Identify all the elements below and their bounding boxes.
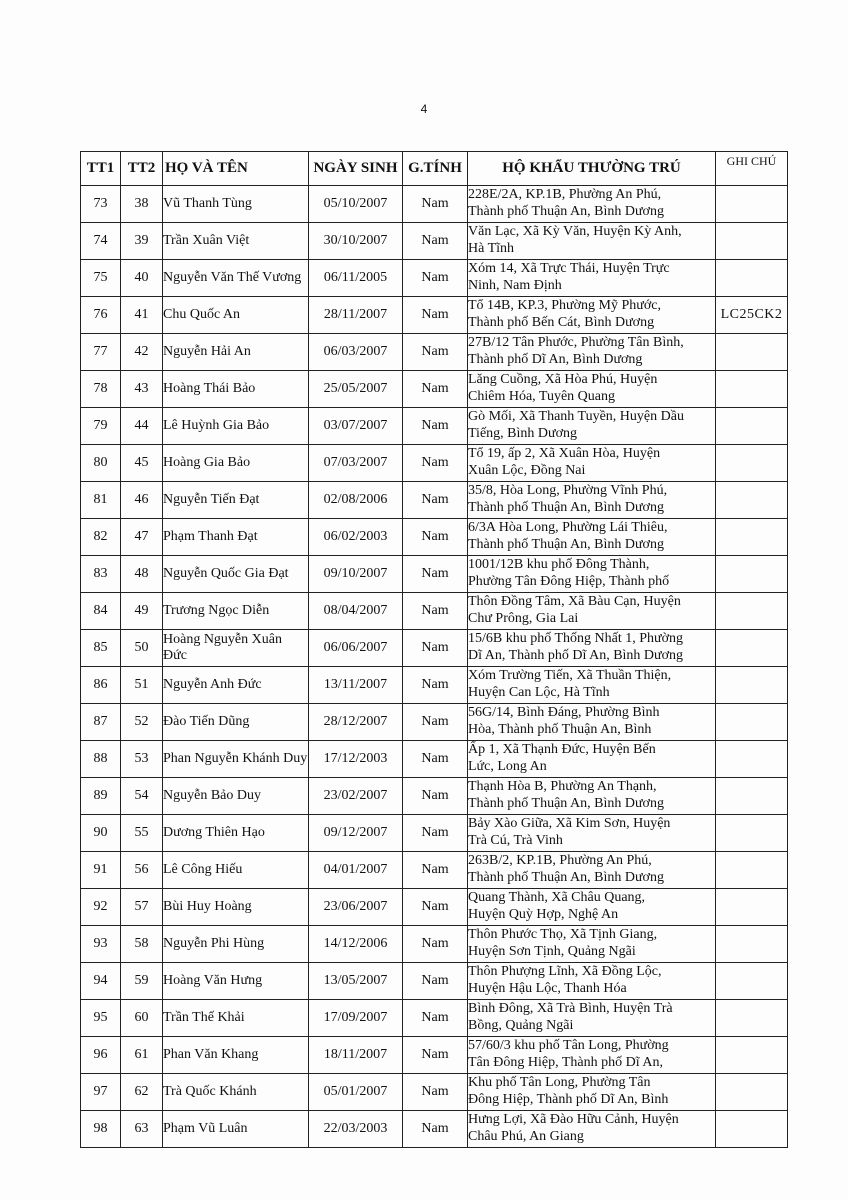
cell-note bbox=[716, 667, 788, 704]
cell-address bbox=[468, 926, 716, 963]
cell-name: Chu Quốc An bbox=[163, 297, 309, 334]
cell-note bbox=[716, 482, 788, 519]
address-line: Văn Lạc, Xã Kỳ Văn, Huyện Kỳ Anh, bbox=[468, 224, 682, 239]
cell-tt2: 47 bbox=[121, 519, 163, 556]
table-row bbox=[81, 1111, 788, 1148]
address-line: Huyện Sơn Tịnh, Quảng Ngãi bbox=[468, 944, 636, 959]
table-row bbox=[81, 889, 788, 926]
cell-dob: 23/06/2007 bbox=[309, 889, 403, 926]
cell-tt2: 52 bbox=[121, 704, 163, 741]
cell-note bbox=[716, 852, 788, 889]
table-row bbox=[81, 963, 788, 1000]
cell-name: Nguyễn Tiến Đạt bbox=[163, 482, 309, 519]
cell-gender: Nam bbox=[403, 593, 468, 630]
address-line: Lức, Long An bbox=[468, 759, 547, 774]
address-line: Thôn Phước Thọ, Xã Tịnh Giang, bbox=[468, 927, 658, 942]
address-line: Thành phố Thuận An, Bình Dương bbox=[468, 500, 664, 515]
cell-tt1: 90 bbox=[81, 815, 121, 852]
address-line: Bình Đông, Xã Trà Bình, Huyện Trà bbox=[468, 1001, 673, 1016]
cell-gender: Nam bbox=[403, 223, 468, 260]
cell-tt2: 61 bbox=[121, 1037, 163, 1074]
cell-dob: 28/11/2007 bbox=[309, 297, 403, 334]
table-row bbox=[81, 926, 788, 963]
cell-tt1: 94 bbox=[81, 963, 121, 1000]
cell-name: Nguyễn Phi Hùng bbox=[163, 926, 309, 963]
cell-tt1: 83 bbox=[81, 556, 121, 593]
address-line: Tổ 19, ấp 2, Xã Xuân Hòa, Huyện bbox=[468, 446, 661, 461]
cell-address bbox=[468, 630, 716, 667]
table-row bbox=[81, 445, 788, 482]
cell-name: Dương Thiên Hạo bbox=[163, 815, 309, 852]
cell-name: Trần Thế Khải bbox=[163, 1000, 309, 1037]
table-row bbox=[81, 593, 788, 630]
table-row bbox=[81, 519, 788, 556]
cell-name: Lê Công Hiếu bbox=[163, 852, 309, 889]
cell-note bbox=[716, 1111, 788, 1148]
cell-address bbox=[468, 223, 716, 260]
cell-tt1: 81 bbox=[81, 482, 121, 519]
table-row bbox=[81, 334, 788, 371]
address-line: Xóm 14, Xã Trực Thái, Huyện Trực bbox=[468, 261, 670, 276]
header-tt2: TT2 bbox=[121, 152, 163, 186]
address-line: Huyện Can Lộc, Hà Tĩnh bbox=[468, 685, 610, 700]
cell-dob: 14/12/2006 bbox=[309, 926, 403, 963]
address-line: Thạnh Hòa B, Phường An Thạnh, bbox=[468, 779, 657, 794]
cell-name: Trà Quốc Khánh bbox=[163, 1074, 309, 1111]
cell-dob: 02/08/2006 bbox=[309, 482, 403, 519]
cell-name: Hoàng Gia Bảo bbox=[163, 445, 309, 482]
address-line: Huyện Hậu Lộc, Thanh Hóa bbox=[468, 981, 627, 996]
cell-tt1: 88 bbox=[81, 741, 121, 778]
cell-note bbox=[716, 556, 788, 593]
address-line: Thành phố Thuận An, Bình Dương bbox=[468, 204, 664, 219]
cell-tt2: 60 bbox=[121, 1000, 163, 1037]
cell-address bbox=[468, 260, 716, 297]
cell-tt2: 51 bbox=[121, 667, 163, 704]
cell-tt1: 76 bbox=[81, 297, 121, 334]
cell-tt2: 53 bbox=[121, 741, 163, 778]
address-line: 35/8, Hòa Long, Phường Vĩnh Phú, bbox=[468, 483, 668, 498]
cell-tt2: 42 bbox=[121, 334, 163, 371]
cell-dob: 05/01/2007 bbox=[309, 1074, 403, 1111]
cell-gender: Nam bbox=[403, 1111, 468, 1148]
cell-dob: 08/04/2007 bbox=[309, 593, 403, 630]
cell-dob: 07/03/2007 bbox=[309, 445, 403, 482]
cell-name: Đào Tiến Dũng bbox=[163, 704, 309, 741]
table-row bbox=[81, 260, 788, 297]
cell-tt2: 62 bbox=[121, 1074, 163, 1111]
cell-dob: 04/01/2007 bbox=[309, 852, 403, 889]
header-name: HỌ VÀ TÊN bbox=[163, 152, 309, 186]
cell-address bbox=[468, 852, 716, 889]
cell-address bbox=[468, 297, 716, 334]
table-row bbox=[81, 630, 788, 667]
address-line: Lăng Cuồng, Xã Hòa Phú, Huyện bbox=[468, 372, 658, 387]
cell-dob: 28/12/2007 bbox=[309, 704, 403, 741]
cell-tt1: 73 bbox=[81, 186, 121, 223]
address-line: Thành phố Dĩ An, Bình Dương bbox=[468, 352, 643, 367]
cell-gender: Nam bbox=[403, 963, 468, 1000]
table-row bbox=[81, 482, 788, 519]
cell-tt2: 45 bbox=[121, 445, 163, 482]
address-line: Chư Prông, Gia Lai bbox=[468, 611, 579, 626]
cell-name: Nguyễn Hải An bbox=[163, 334, 309, 371]
cell-note bbox=[716, 371, 788, 408]
cell-note bbox=[716, 704, 788, 741]
address-line: Hà Tĩnh bbox=[468, 241, 515, 256]
cell-tt1: 74 bbox=[81, 223, 121, 260]
address-line: 228E/2A, KP.1B, Phường An Phú, bbox=[468, 187, 662, 202]
cell-address bbox=[468, 815, 716, 852]
address-line: Gò Mối, Xã Thanh Tuyền, Huyện Dầu bbox=[468, 409, 684, 424]
address-line: Trà Cú, Trà Vinh bbox=[468, 833, 563, 848]
cell-address bbox=[468, 1074, 716, 1111]
address-line: Ninh, Nam Định bbox=[468, 278, 562, 293]
cell-tt2: 40 bbox=[121, 260, 163, 297]
cell-gender: Nam bbox=[403, 297, 468, 334]
cell-address bbox=[468, 778, 716, 815]
page-number: 4 bbox=[420, 102, 428, 116]
cell-note bbox=[716, 593, 788, 630]
cell-gender: Nam bbox=[403, 1074, 468, 1111]
table-header-row bbox=[81, 152, 788, 186]
cell-address bbox=[468, 704, 716, 741]
cell-gender: Nam bbox=[403, 889, 468, 926]
cell-dob: 09/12/2007 bbox=[309, 815, 403, 852]
cell-tt1: 91 bbox=[81, 852, 121, 889]
cell-tt1: 93 bbox=[81, 926, 121, 963]
table-row bbox=[81, 667, 788, 704]
cell-address bbox=[468, 593, 716, 630]
cell-note bbox=[716, 778, 788, 815]
cell-dob: 22/03/2003 bbox=[309, 1111, 403, 1148]
cell-tt2: 57 bbox=[121, 889, 163, 926]
address-line: 57/60/3 khu phố Tân Long, Phường bbox=[468, 1038, 669, 1053]
table-row bbox=[81, 408, 788, 445]
address-line: Dĩ An, Thành phố Dĩ An, Bình Dương bbox=[468, 648, 684, 663]
address-line: Tân Đông Hiệp, Thành phố Dĩ An, bbox=[468, 1055, 663, 1070]
cell-address bbox=[468, 1000, 716, 1037]
cell-note bbox=[716, 519, 788, 556]
cell-address bbox=[468, 556, 716, 593]
table-row bbox=[81, 704, 788, 741]
cell-address bbox=[468, 741, 716, 778]
address-line: 263B/2, KP.1B, Phường An Phú, bbox=[468, 853, 652, 868]
cell-name: Nguyễn Văn Thế Vương bbox=[163, 260, 309, 297]
address-line: Thôn Phượng Lĩnh, Xã Đồng Lộc, bbox=[468, 964, 662, 979]
cell-gender: Nam bbox=[403, 926, 468, 963]
cell-gender: Nam bbox=[403, 260, 468, 297]
cell-tt2: 58 bbox=[121, 926, 163, 963]
cell-note bbox=[716, 1037, 788, 1074]
cell-tt2: 46 bbox=[121, 482, 163, 519]
cell-gender: Nam bbox=[403, 519, 468, 556]
cell-address bbox=[468, 445, 716, 482]
cell-dob: 18/11/2007 bbox=[309, 1037, 403, 1074]
cell-tt2: 56 bbox=[121, 852, 163, 889]
table-row bbox=[81, 556, 788, 593]
cell-dob: 13/11/2007 bbox=[309, 667, 403, 704]
address-line: Thành phố Bến Cát, Bình Dương bbox=[468, 315, 655, 330]
cell-address bbox=[468, 186, 716, 223]
cell-tt2: 55 bbox=[121, 815, 163, 852]
cell-gender: Nam bbox=[403, 778, 468, 815]
cell-name: Bùi Huy Hoàng bbox=[163, 889, 309, 926]
cell-name: Phan Văn Khang bbox=[163, 1037, 309, 1074]
cell-gender: Nam bbox=[403, 704, 468, 741]
cell-address bbox=[468, 408, 716, 445]
header-tt1: TT1 bbox=[81, 152, 121, 186]
table-row bbox=[81, 186, 788, 223]
cell-tt1: 92 bbox=[81, 889, 121, 926]
cell-gender: Nam bbox=[403, 630, 468, 667]
table-row bbox=[81, 778, 788, 815]
cell-tt1: 86 bbox=[81, 667, 121, 704]
cell-gender: Nam bbox=[403, 667, 468, 704]
table-row bbox=[81, 297, 788, 334]
address-line: Ấp 1, Xã Thạnh Đức, Huyện Bến bbox=[468, 742, 656, 757]
cell-name: Nguyễn Quốc Gia Đạt bbox=[163, 556, 309, 593]
address-line: Thôn Đồng Tâm, Xã Bàu Cạn, Huyện bbox=[468, 594, 681, 609]
cell-address bbox=[468, 889, 716, 926]
cell-name: Lê Huỳnh Gia Bảo bbox=[163, 408, 309, 445]
cell-tt1: 96 bbox=[81, 1037, 121, 1074]
cell-note bbox=[716, 334, 788, 371]
table-row bbox=[81, 815, 788, 852]
address-line: Bảy Xào Giữa, Xã Kim Sơn, Huyện bbox=[468, 816, 671, 831]
cell-gender: Nam bbox=[403, 815, 468, 852]
cell-note bbox=[716, 445, 788, 482]
cell-tt2: 59 bbox=[121, 963, 163, 1000]
cell-note bbox=[716, 889, 788, 926]
cell-address bbox=[468, 1037, 716, 1074]
cell-tt2: 50 bbox=[121, 630, 163, 667]
address-line: Thành phố Thuận An, Bình Dương bbox=[468, 796, 664, 811]
header-address: HỘ KHẨU THƯỜNG TRÚ bbox=[468, 152, 716, 186]
cell-note bbox=[716, 815, 788, 852]
cell-dob: 06/02/2003 bbox=[309, 519, 403, 556]
cell-address bbox=[468, 371, 716, 408]
cell-tt2: 44 bbox=[121, 408, 163, 445]
address-line: 27B/12 Tân Phước, Phường Tân Bình, bbox=[468, 335, 684, 350]
cell-gender: Nam bbox=[403, 852, 468, 889]
address-line: Châu Phú, An Giang bbox=[468, 1129, 584, 1144]
cell-gender: Nam bbox=[403, 1037, 468, 1074]
address-line: Khu phố Tân Long, Phường Tân bbox=[468, 1075, 651, 1090]
cell-dob: 03/07/2007 bbox=[309, 408, 403, 445]
cell-name: Trương Ngọc Diễn bbox=[163, 593, 309, 630]
cell-address bbox=[468, 963, 716, 1000]
cell-address bbox=[468, 334, 716, 371]
cell-name: Nguyễn Bảo Duy bbox=[163, 778, 309, 815]
table-row bbox=[81, 1074, 788, 1111]
cell-note bbox=[716, 963, 788, 1000]
cell-note: LC25CK2 bbox=[716, 297, 788, 334]
cell-dob: 30/10/2007 bbox=[309, 223, 403, 260]
cell-tt1: 80 bbox=[81, 445, 121, 482]
address-line: Quang Thành, Xã Châu Quang, bbox=[468, 890, 646, 905]
cell-note bbox=[716, 926, 788, 963]
cell-dob: 17/09/2007 bbox=[309, 1000, 403, 1037]
cell-tt1: 85 bbox=[81, 630, 121, 667]
cell-name: Vũ Thanh Tùng bbox=[163, 186, 309, 223]
cell-tt1: 98 bbox=[81, 1111, 121, 1148]
address-line: Hưng Lợi, Xã Đào Hữu Cảnh, Huyện bbox=[468, 1112, 679, 1127]
address-line: Chiêm Hóa, Tuyên Quang bbox=[468, 389, 615, 404]
table-row bbox=[81, 1037, 788, 1074]
cell-gender: Nam bbox=[403, 186, 468, 223]
address-line: Hòa, Thành phố Thuận An, Bình bbox=[468, 722, 652, 737]
cell-tt2: 49 bbox=[121, 593, 163, 630]
cell-note bbox=[716, 630, 788, 667]
cell-name: Hoàng Nguyễn Xuân Đức bbox=[163, 630, 309, 667]
cell-dob: 06/03/2007 bbox=[309, 334, 403, 371]
address-line: Xuân Lộc, Đồng Nai bbox=[468, 463, 586, 478]
address-line: Huyện Quỳ Hợp, Nghệ An bbox=[468, 907, 619, 922]
cell-tt2: 54 bbox=[121, 778, 163, 815]
cell-gender: Nam bbox=[403, 334, 468, 371]
address-line: 1001/12B khu phố Đông Thành, bbox=[468, 557, 650, 572]
cell-tt1: 87 bbox=[81, 704, 121, 741]
cell-note bbox=[716, 1074, 788, 1111]
cell-address bbox=[468, 482, 716, 519]
cell-name: Hoàng Văn Hưng bbox=[163, 963, 309, 1000]
cell-tt1: 78 bbox=[81, 371, 121, 408]
cell-gender: Nam bbox=[403, 1000, 468, 1037]
address-line: Thành phố Thuận An, Bình Dương bbox=[468, 537, 664, 552]
cell-gender: Nam bbox=[403, 371, 468, 408]
cell-tt1: 97 bbox=[81, 1074, 121, 1111]
cell-name: Nguyễn Anh Đức bbox=[163, 667, 309, 704]
cell-note bbox=[716, 1000, 788, 1037]
cell-tt1: 75 bbox=[81, 260, 121, 297]
cell-dob: 09/10/2007 bbox=[309, 556, 403, 593]
cell-note bbox=[716, 223, 788, 260]
cell-tt1: 95 bbox=[81, 1000, 121, 1037]
cell-name: Trần Xuân Việt bbox=[163, 223, 309, 260]
address-line: Bồng, Quảng Ngãi bbox=[468, 1018, 574, 1033]
cell-dob: 13/05/2007 bbox=[309, 963, 403, 1000]
address-line: Đông Hiệp, Thành phố Dĩ An, Bình bbox=[468, 1092, 669, 1107]
table-row bbox=[81, 852, 788, 889]
header-note: GHI CHÚ bbox=[716, 152, 788, 186]
cell-dob: 17/12/2003 bbox=[309, 741, 403, 778]
cell-name: Phạm Vũ Luân bbox=[163, 1111, 309, 1148]
address-line: Phường Tân Đông Hiệp, Thành phố bbox=[468, 574, 670, 589]
cell-gender: Nam bbox=[403, 445, 468, 482]
cell-tt2: 41 bbox=[121, 297, 163, 334]
student-table bbox=[80, 151, 788, 1148]
cell-gender: Nam bbox=[403, 482, 468, 519]
table-row bbox=[81, 1000, 788, 1037]
cell-tt1: 89 bbox=[81, 778, 121, 815]
cell-tt2: 38 bbox=[121, 186, 163, 223]
cell-tt1: 82 bbox=[81, 519, 121, 556]
cell-dob: 23/02/2007 bbox=[309, 778, 403, 815]
address-line: 6/3A Hòa Long, Phường Lái Thiêu, bbox=[468, 520, 668, 535]
cell-note bbox=[716, 408, 788, 445]
table-row bbox=[81, 741, 788, 778]
cell-address bbox=[468, 519, 716, 556]
cell-gender: Nam bbox=[403, 556, 468, 593]
cell-dob: 25/05/2007 bbox=[309, 371, 403, 408]
cell-dob: 06/11/2005 bbox=[309, 260, 403, 297]
address-line: Tiếng, Bình Dương bbox=[468, 426, 577, 441]
cell-tt1: 84 bbox=[81, 593, 121, 630]
cell-dob: 06/06/2007 bbox=[309, 630, 403, 667]
cell-tt1: 79 bbox=[81, 408, 121, 445]
address-line: 15/6B khu phố Thống Nhất 1, Phường bbox=[468, 631, 684, 646]
cell-name: Hoàng Thái Bảo bbox=[163, 371, 309, 408]
header-gender: G.TÍNH bbox=[403, 152, 468, 186]
header-dob: NGÀY SINH bbox=[309, 152, 403, 186]
table-row bbox=[81, 371, 788, 408]
address-line: Thành phố Thuận An, Bình Dương bbox=[468, 870, 664, 885]
address-line: 56G/14, Bình Đáng, Phường Bình bbox=[468, 705, 660, 720]
cell-tt2: 39 bbox=[121, 223, 163, 260]
cell-tt1: 77 bbox=[81, 334, 121, 371]
address-line: Tổ 14B, KP.3, Phường Mỹ Phước, bbox=[468, 298, 661, 313]
cell-name: Phạm Thanh Đạt bbox=[163, 519, 309, 556]
cell-tt2: 43 bbox=[121, 371, 163, 408]
cell-name: Phan Nguyễn Khánh Duy bbox=[163, 741, 309, 778]
cell-gender: Nam bbox=[403, 408, 468, 445]
cell-gender: Nam bbox=[403, 741, 468, 778]
cell-note bbox=[716, 186, 788, 223]
cell-dob: 05/10/2007 bbox=[309, 186, 403, 223]
cell-note bbox=[716, 741, 788, 778]
cell-tt2: 63 bbox=[121, 1111, 163, 1148]
cell-tt2: 48 bbox=[121, 556, 163, 593]
cell-address bbox=[468, 667, 716, 704]
cell-note bbox=[716, 260, 788, 297]
cell-address bbox=[468, 1111, 716, 1148]
table-row bbox=[81, 223, 788, 260]
address-line: Xóm Trường Tiến, Xã Thuần Thiện, bbox=[468, 668, 672, 683]
